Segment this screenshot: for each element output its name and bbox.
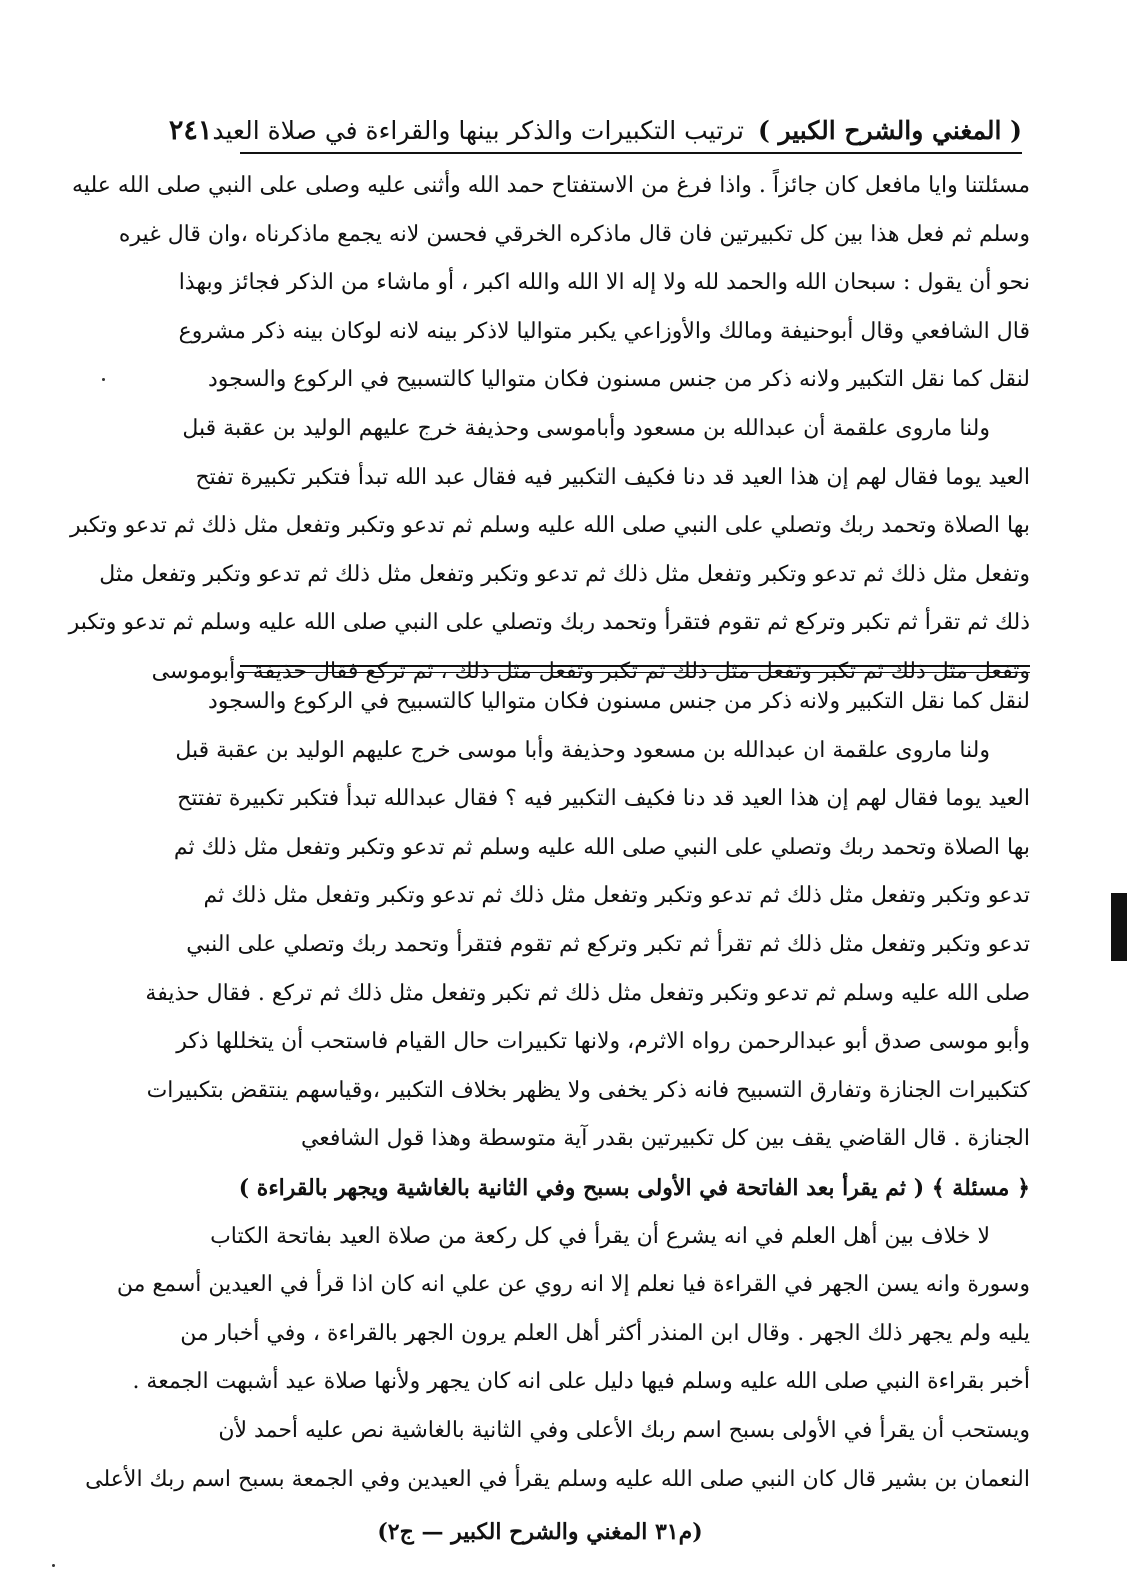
text-line: تدعو وتكبر وتفعل مثل ذلك ثم تقرأ ثم تكبر وتركع ثم تقوم فتقرأ وتحمد ربك وتصلي على النبي — [186, 931, 1030, 957]
text-line: وتفعل مثل ذلك ثم تدعو وتكبر وتفعل مثل ذلك ثم تدعو وتكبر وتفعل مثل ذلك ثم تدعو وتكبر وتفعل مثل — [99, 561, 1030, 587]
mas-ala-heading: ﴿ مسئلة ﴾ ( ثم يقرأ بعد الفاتحة في الأولى بسبح وفي الثانية بالغاشية ويجهر بالقراءة ) — [238, 1174, 1030, 1201]
text-line: تدعو وتكبر وتفعل مثل ذلك ثم تدعو وتكبر وتفعل مثل ذلك ثم تدعو وتكبر وتفعل مثل ذلك ثم — [203, 883, 1030, 909]
text-line: ويستحب أن يقرأ في الأولى بسبح اسم ربك الأعلى وفي الثانية بالغاشية نص عليه أحمد لأن — [218, 1417, 1030, 1443]
text-line: نحو أن يقول : سبحان الله والحمد لله ولا إله الا الله والله اكبر ، أو ماشاء من الذكر فجائز وبهذا — [178, 270, 1030, 296]
upper-text-block — [68, 162, 1030, 697]
header-left — [165, 115, 758, 146]
text-line: يليه ولم يجهر ذلك الجهر . وقال ابن المنذر أكثر أهل العلم يرون الجهر بالقراءة ، وفي أخبار من — [180, 1320, 1030, 1346]
text-line: قال الشافعي وقال أبوحنيفة ومالك والأوزاعي يكبر متواليا لاذكر بينه لانه لوكان بينه ذكر مشروع — [178, 318, 1030, 344]
text-line: ذلك ثم تقرأ ثم تكبر وتركع ثم تقوم فتقرأ وتحمد ربك وتصلي على النبي صلى الله عليه وسلم ثم تدعو وتكبر — [68, 610, 1030, 636]
text-line: كتكبيرات الجنازة وتفارق التسبيح فانه ذكر يخفى ولا يظهر بخلاف التكبير ،وقياسهم ينتقض بتكبيرات — [146, 1077, 1030, 1103]
text-line: صلى الله عليه وسلم ثم تدعو وتكبر وتفعل مثل ذلك ثم تكبر وتفعل مثل ذلك ثم تركع . فقال حذيفة — [145, 980, 1030, 1006]
footer-signature-block — [360, 1508, 720, 1557]
text-line: بها الصلاة وتحمد ربك وتصلي على النبي صلى الله عليه وسلم ثم تدعو وتكبر وتفعل مثل ذلك ثم تدعو وتكبر — [69, 513, 1030, 539]
scan-speck — [102, 378, 105, 381]
section-divider — [240, 665, 1030, 673]
text-line: وأبو موسى صدق أبو عبدالرحمن رواه الاثرم، ولانها تكبيرات حال القيام فاستحب أن يتخللها ذكر — [176, 1029, 1030, 1055]
text-line: وسلم ثم فعل هذا بين كل تكبيرتين فان قال ماذكره الخرقي فحسن لانه يجمع ماذكرناه ،وان قال غيره — [118, 221, 1030, 247]
text-line: أخبر بقراءة النبي صلى الله عليه وسلم فيها دليل على انه كان يجهر ولأنها صلاة عيد أشبهت الجمعة . — [132, 1369, 1030, 1395]
page-header — [168, 108, 1022, 154]
text-line: لا خلاف بين أهل العلم في انه يشرع أن يقرأ في كل ركعة من صلاة العيد بفاتحة الكتاب — [210, 1223, 990, 1249]
text-line: لنقل كما نقل التكبير ولانه ذكر من جنس مسنون فكان متواليا كالتسبيح في الركوع والسجود — [207, 689, 1030, 714]
text-line: الجنازة . قال القاضي يقف بين كل تكبيرتين بقدر آية متوسطة وهذا قول الشافعي — [300, 1126, 1030, 1152]
scan-speck — [52, 1564, 55, 1567]
thumb-index-tab — [1111, 893, 1127, 961]
text-line: ولنا ماروى علقمة أن عبدالله بن مسعود وأباموسى وحذيفة خرج عليهم الوليد بن عقبة قبل — [182, 415, 990, 441]
text-line: لنقل كما نقل التكبير ولانه ذكر من جنس مسنون فكان متواليا كالتسبيح في الركوع والسجود — [207, 367, 1030, 393]
text-line: العيد يوما فقال لهم إن هذا العيد قد دنا فكيف التكبير فيه فقال عبد الله تبدأ فتكبر تكبيرة تفتح — [195, 464, 1030, 490]
text-line: العيد يوما فقال لهم إن هذا العيد قد دنا فكيف التكبير فيه ؟ فقال عبدالله تبدأ فتكبر تكبيرة تفتتح — [177, 786, 1030, 812]
text-line: بها الصلاة وتحمد ربك وتصلي على النبي صلى الله عليه وسلم ثم تدعو وتكبر وتفعل مثل ذلك ثم — [173, 834, 1030, 860]
lower-text-block — [85, 678, 1030, 1504]
page-number: ٢٤١ — [168, 114, 213, 146]
text-line: النعمان بن بشير قال كان النبي صلى الله عليه وسلم يقرأ في العيدين وفي الجمعة بسبح اسم ربك الأعلى — [85, 1466, 1030, 1492]
text-line: وسورة وانه يسن الجهر في القراءة فيا نعلم إلا انه روي عن علي انه كان اذا قرأ في العيدين أسمع من — [116, 1272, 1030, 1298]
text-line: مسئلتنا وايا مافعل كان جائزاً . واذا فرغ من الاستفتاح حمد الله وأثنى عليه وصلى على النبي صلى الله عليه — [72, 173, 1030, 198]
text-line: وتفعل مثل ذلك ثم تكبر وتفعل مثل ذلك ثم تكبر وتفعل مثل ذلك ، ثم تركع فقال حذيفة وأبوموسى — [151, 658, 1030, 684]
running-title: ( المغني والشرح الكبير ) — [757, 115, 1022, 145]
footer-signature: (م٣١ المغني والشرح الكبير — ج٢) — [377, 1519, 703, 1545]
text-line: ولنا ماروى علقمة ان عبدالله بن مسعود وحذيفة وأبا موسى خرج عليهم الوليد بن عقبة قبل — [175, 737, 990, 763]
section-title: ترتيب التكبيرات والذكر بينها والقراءة في صلاة العيد — [212, 115, 744, 145]
